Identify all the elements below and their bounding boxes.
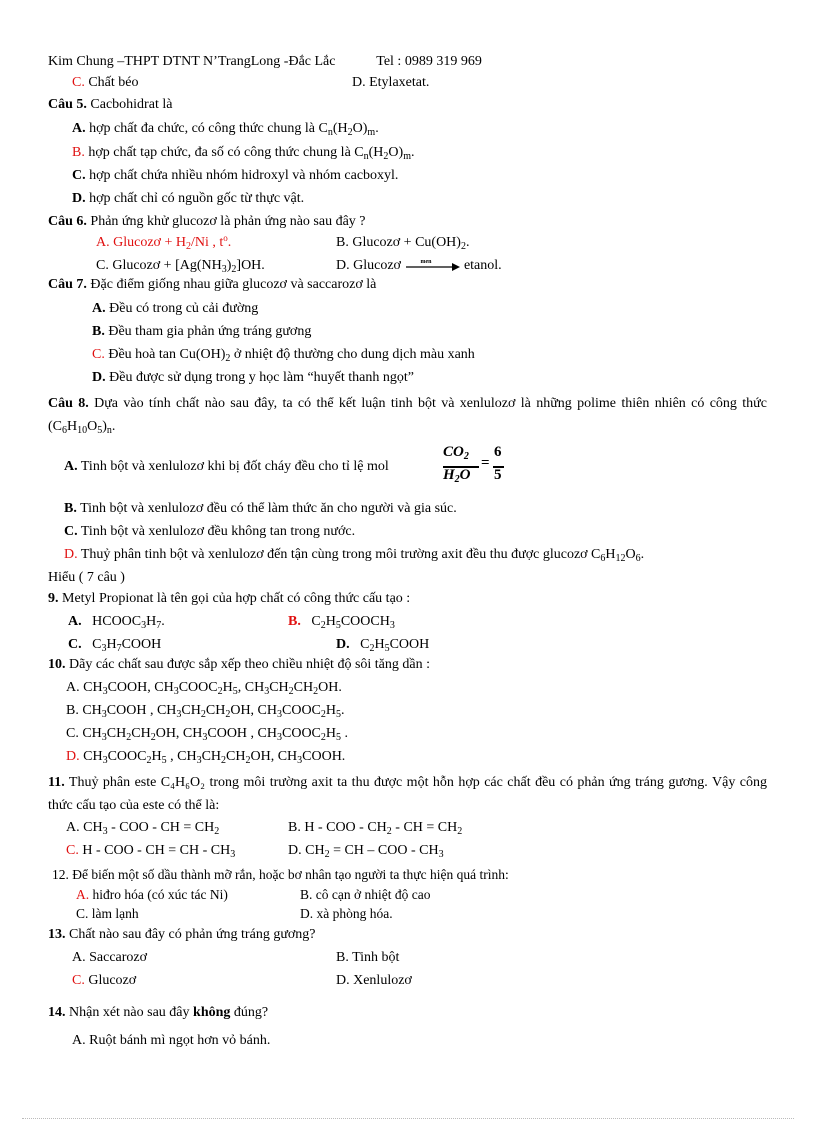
q13-option-c: C. Glucozơ	[72, 973, 137, 988]
q5-option-d: D. hợp chất chỉ có nguồn gốc từ thực vật.	[72, 191, 305, 206]
q13-option-d: D. Xenlulozơ	[336, 973, 412, 988]
q14-option-a: A. Ruột bánh mì ngọt hơn vỏ bánh.	[72, 1033, 271, 1048]
q5-option-a: A. hợp chất đa chức, có công thức chung là $C_n(H_2O)_m$.	[72, 121, 379, 138]
q9-option-d: D. $C_2H_5COOH$	[336, 637, 430, 654]
q13-option-a: A. Saccarozơ	[72, 950, 148, 965]
q7-option-c: C. Đều hoà $\tan Cu(OH)_2$ ở nhiệt độ thường cho dung dịch màu xanh	[92, 347, 475, 364]
q13-option-b: B. Tinh bột	[336, 950, 400, 965]
q5-option-b: B. hợp chất tạp chức, đa số có công thức chung là $C_n(H_2O)_m$.	[72, 145, 415, 162]
q5-option-c: C. hợp chất chứa nhiều nhóm hidroxyl và nhóm cacboxyl.	[72, 168, 399, 183]
q11-option-d: D. $CH_2$ = CH – COO - $CH_3$	[288, 843, 444, 860]
q4-option-d: D. Etylaxetat.	[352, 75, 430, 90]
page-header	[48, 53, 482, 71]
q8-option-b: B. Tinh bột và xenlulozơ đều có thể làm thức ăn cho người và gia súc.	[64, 501, 457, 516]
header-author: Kim Chung –THPT DTNT N’TrangLong -Đắc Lắc	[48, 54, 336, 69]
q7-option-d: D. Đều được sử dụng trong y học làm “huyết thanh ngọt”	[92, 370, 414, 385]
q10-option-b: B. $CH_3COOH$ , $CH_3CH_2CH_2OH$, $CH_3COOC_2H_5$.	[66, 703, 345, 720]
q10-option-c: C. $CH_3CH_2CH_2OH$, $CH_3COOH$ , $CH_3COOC_2H_5$ .	[66, 726, 349, 743]
q12-stem: 12. Để biến một số dầu thành mỡ rắn, hoặc bơ nhân tạo người ta thực hiện quá trình:	[52, 867, 509, 882]
q6-stem: Câu 6. Phản ứng khử glucozơ là phản ứng nào sau đây ?	[48, 214, 366, 229]
q9-stem: 9. Metyl Propionat là tên gọi của hợp chất có công thức cấu tạo :	[48, 591, 411, 606]
q5-stem: Câu 5. Cacbohidrat là	[48, 97, 173, 112]
q7-option-a: A. Đều có trong củ cải đường	[92, 301, 259, 316]
q10-stem: 10. Dãy các chất sau được sắp xếp theo chiều nhiệt độ sôi tăng dần :	[48, 657, 430, 672]
q6-option-a: A. Glucozơ + $H_2/Ni$ , $t^o$.	[96, 233, 232, 252]
q4-option-c: C. Chất béo	[72, 75, 139, 90]
q13-stem: 13. Chất nào sau đây có phản ứng tráng gương?	[48, 927, 316, 942]
q12-option-b: B. cô cạn ở nhiệt độ cao	[300, 887, 431, 902]
q9-option-a: A. $HCOOC_3H_7$.	[68, 614, 165, 631]
q11-option-c: C. H - COO - CH = CH - $CH_3$	[66, 843, 236, 860]
q10-option-d: D. $CH_3COOC_2H_5$ , $CH_3CH_2CH_2OH$, $CH_3COOH$.	[66, 749, 346, 766]
q8-option-a: A. Tinh bột và xenlulozơ khi bị đốt cháy đều cho tỉ lệ mol	[64, 459, 389, 474]
q11-option-a: A. $CH_3$ - COO - CH = $CH_2$	[66, 820, 220, 837]
q14-stem: 14. Nhận xét nào sau đây không đúng?	[48, 1005, 269, 1020]
q6-option-d: D. Glucozơ men etanol.	[336, 258, 502, 273]
q8-option-c: C. Tinh bột và xenlulozơ đều không tan trong nước.	[64, 524, 356, 539]
q12-option-c: C. làm lạnh	[76, 906, 139, 921]
header-tel: Tel : 0989 319 969	[376, 54, 482, 69]
section-heading: Hiểu ( 7 câu )	[48, 570, 125, 585]
reaction-arrow-icon: men	[404, 260, 460, 272]
q9-option-b: B. $C_2H_5COOCH_3$	[288, 614, 395, 631]
q8-option-d: D. Thuỷ phân tinh bột và xenlulozơ đến tận cùng trong môi trường axit đều thu được glucozơ $C_6H_{12}O_6$.	[64, 547, 645, 564]
q12-option-d: D. xà phòng hóa.	[300, 906, 393, 921]
q6-option-c: C. Glucozơ + $[Ag(NH_3)_2]OH$.	[96, 258, 265, 275]
q12-option-a: A. hiđro hóa (có xúc tác Ni)	[76, 887, 228, 902]
page-bottom-divider	[22, 1118, 794, 1119]
q11-option-b: B. H - COO - $CH_2$ - CH = $CH_2$	[288, 820, 463, 837]
q10-option-a: A. $CH_3COOH$, $CH_3COOC_2H_5$, $CH_3CH_2CH_2OH$.	[66, 680, 342, 697]
q7-option-b: B. Đều tham gia phản ứng tráng gương	[92, 324, 312, 339]
q9-option-c: C. $C_3H_7COOH$	[68, 637, 162, 654]
q11-stem: 11. Thuỷ phân este C₄H₆O₂ trong môi trường axit ta thu được một hỗn hợp các chất đều có phản ứng tráng gương. Vậy công thức cấu tạo của este có thể là:	[48, 775, 767, 813]
q8-stem: Câu 8. Dựa vào tính chất nào sau đây, ta có thể kết luận tinh bột và xenlulozơ là những polime thiên nhiên có công thức $(C_6H_{10}O_5)_n$.	[48, 396, 767, 436]
q6-option-b: B. Glucozơ + $Cu(OH)_2$.	[336, 235, 470, 252]
q7-stem: Câu 7. Đặc điểm giống nhau giữa glucozơ và saccarozơ là	[48, 277, 377, 292]
